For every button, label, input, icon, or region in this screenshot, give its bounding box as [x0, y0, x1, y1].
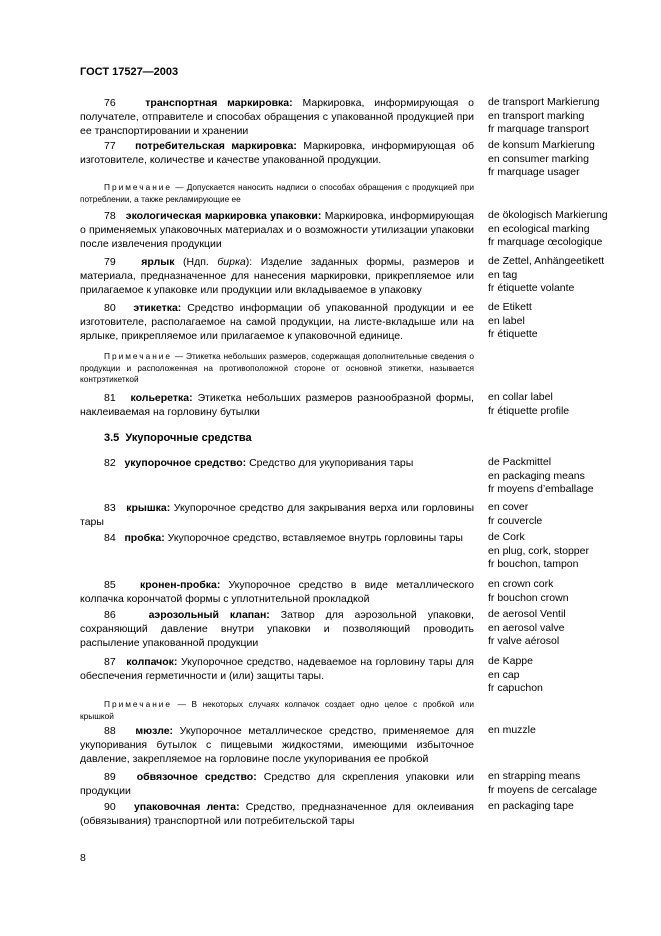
term-definition: Укупорочное средство для закрывания верха или горловины тары: [80, 502, 475, 528]
term-name: пробка:: [124, 532, 165, 544]
term-entry: 87 колпачок: Укупорочное средство, надеваемое на горловину тары для обеспечения герметичности и (или) защиты тары.: [80, 656, 474, 682]
term-definition: Маркировка, информирующая об изготовителе, количестве и качестве упакованной продукции.: [80, 140, 475, 166]
note: Примечание — Этикетка небольших размеров, содержащая дополнительные сведения о продукции и расположенная на противоположной стороне от основной этикетки, называется контрэтикеткой: [80, 351, 474, 384]
term-name: транспортная маркировка:: [145, 97, 293, 109]
term-definition: Укупорочное средство, надеваемое на горловину тары для обеспечения герметичности и (или) защиты тары.: [80, 656, 474, 682]
term-entry: 90 упаковочная лента: Средство, предназначенное для оклеивания (обвязывания) транспортной или потребительской тары: [80, 801, 474, 827]
term-equivalents: de aerosol Ventil en aerosol valve fr valve aérosol: [488, 608, 566, 647]
term-equivalents: de Packmittel en packaging means fr moyens d’emballage: [488, 456, 594, 495]
term-name: обвязочное средство:: [136, 771, 257, 783]
term-equivalents: de ökologisch Markierung en ecological marking fr marquage œcologique: [488, 209, 608, 248]
term-equivalents: en crown cork fr bouchon crown: [488, 578, 569, 604]
term-entry: 78 экологическая маркировка упаковки: Маркировка, информирующая о применяемых упаковочных материалах и о возможности утилизации упаковки после извлечения продукции: [80, 210, 474, 250]
term-name: аэрозольный клапан:: [148, 609, 270, 621]
note-label: Примечание: [104, 351, 173, 361]
term-definition: Средство для укупоривания тары: [249, 457, 414, 469]
term-equivalents: en packaging tape: [488, 800, 574, 812]
term-name: мюзле:: [135, 725, 174, 737]
term-entry: 84 пробка: Укупорочное средство, вставляемое внутрь горловины тары: [104, 532, 463, 544]
term-equivalents: de transport Markierung en transport marking fr marquage transport: [488, 96, 600, 135]
term-entry: 79 ярлык (Ндп. бирка): Изделие заданных формы, размеров и материала, предназначенное для нанесения маркировки, прикрепляемое или прилагаемое к упаковке или продукции или вкладываемое в упаковку: [80, 256, 475, 296]
term-definition: Укупорочное средство в виде металлического колпачка корончатой формы с уплотнительной прокладкой: [80, 579, 474, 605]
term-equivalents: en strapping means fr moyens de cercalage: [488, 770, 598, 796]
term-definition: Затвор для аэрозольной упаковки, сохраняющий давление внутри упаковки и позволяющий проводить распыление упакованной продукции: [80, 609, 474, 649]
term-name: колпачок:: [126, 656, 178, 668]
term-definition: Изделие заданных формы, размеров и материала, предназначенное для нанесения маркировки, прикрепляемое или прилагаемое к упаковке или продукции или вкладываемое в упаковку: [80, 256, 475, 296]
term-equivalents: en muzzle: [488, 724, 536, 736]
term-name: экологическая маркировка упаковки:: [125, 210, 322, 222]
term-equivalents: de Zettel, Anhängeetikett en tag fr étiquette volante: [488, 255, 605, 294]
term-equivalents: en collar label fr étiquette profile: [488, 391, 570, 417]
term-definition: Этикетка небольших размеров разнообразной формы, наклеиваемая на горловину бутылки: [80, 392, 474, 418]
term-definition: Средство, предназначенное для оклеивания (обвязывания) транспортной или потребительской тары: [80, 801, 474, 827]
term-entry: 76 транспортная маркировка: Маркировка, информирующая о получателе, отправителе и способах обращения с упакованной продукцией при ее транспортировании и хранении: [80, 97, 474, 137]
term-entry: 80 этикетка: Средство информации об упакованной продукции и ее изготовителе, располагаемое на самой продукции, на листе-вкладыше или на ярлыке, прикрепляемое или прилагаемое к упаковочной единице.: [80, 302, 474, 342]
term-entry: 77 потребительская маркировка: Маркировка, информирующая об изготовителе, количестве и качестве упакованной продукции.: [80, 140, 475, 166]
term-definition: Средство информации об упакованной продукции и ее изготовителе, располагаемое на самой продукции, на листе-вкладыше или на ярлыке, прикрепляемое или прилагаемое к упаковочной единице.: [80, 302, 474, 342]
term-entry: 88 мюзле: Укупорочное металлическое средство, применяемое для укупоривания бутылок с пищевыми жидкостями, имеющими избыточное давление, закрепляемое на горловине после укупоривания ее пробкой: [80, 725, 474, 765]
term-name: крышка:: [126, 502, 171, 514]
term-definition: Средство для скрепления упаковки или продукции: [80, 771, 475, 797]
term-entry: 82 укупорочное средство: Средство для укупоривания тары: [104, 457, 414, 469]
section-heading: 3.5 Укупорочные средства: [104, 432, 252, 444]
term-definition: Укупорочное средство, вставляемое внутрь горловины тары: [167, 532, 463, 544]
note: Примечание — Допускается наносить надписи о способах обращения с продукцией при потреблении, а также рекламирующие ее: [80, 182, 475, 204]
term-equivalents: en cover fr couvercle: [488, 501, 543, 527]
term-equivalents: de Cork en plug, cork, stopper fr bouchon, tampon: [488, 531, 589, 570]
term-definition: Маркировка, информирующая о применяемых упаковочных материалах и о возможности утилизации упаковки после извлечения продукции: [80, 210, 474, 250]
term-entry: 85 кронен-пробка: Укупорочное средство в виде металлического колпачка корончатой формы с уплотнительной прокладкой: [80, 579, 474, 605]
term-name: этикетка:: [133, 302, 182, 314]
term-entry: 81 кольеретка: Этикетка небольших размеров разнообразной формы, наклеиваемая на горловину бутылки: [80, 392, 474, 418]
term-entry: 83 крышка: Укупорочное средство для закрывания верха или горловины тары: [80, 502, 475, 528]
term-name: потребительская маркировка:: [135, 140, 297, 152]
page-header: ГОСТ 17527—2003: [80, 66, 179, 78]
deprecated-term: бирка: [217, 256, 246, 268]
note: Примечание — В некоторых случаях колпачок создает одно целое с пробкой или крышкой: [80, 699, 474, 721]
term-name: кронен-пробка:: [139, 579, 221, 591]
term-name: упаковочная лента:: [133, 801, 240, 813]
term-definition: Маркировка, информирующая о получателе, отправителе и способах обращения с упакованной продукцией при ее транспортировании и хранении: [80, 97, 474, 137]
term-entry: 89 обвязочное средство: Средство для скрепления упаковки или продукции: [80, 771, 475, 797]
term-name: укупорочное средство:: [124, 457, 247, 469]
term-name: кольеретка:: [130, 392, 193, 404]
term-equivalents: de Etikett en label fr étiquette: [488, 301, 538, 340]
term-definition: Укупорочное металлическое средство, применяемое для укупоривания бутылок с пищевыми жидкостями, имеющими избыточное давление, закрепляемое на горловине после укупоривания ее пробкой: [80, 725, 474, 765]
note-label: Примечание: [104, 699, 173, 709]
term-equivalents: de konsum Markierung en consumer marking fr marquage usager: [488, 139, 595, 178]
term-entry: 86 аэрозольный клапан: Затвор для аэрозольной упаковки, сохраняющий давление внутри упаковки и позволяющий проводить распыление упакованной продукции: [80, 609, 474, 649]
note-label: Примечание: [104, 182, 173, 192]
term-equivalents: de Kappe en cap fr capuchon: [488, 655, 543, 694]
page-number: 8: [80, 852, 86, 864]
term-name: ярлык: [141, 256, 175, 268]
